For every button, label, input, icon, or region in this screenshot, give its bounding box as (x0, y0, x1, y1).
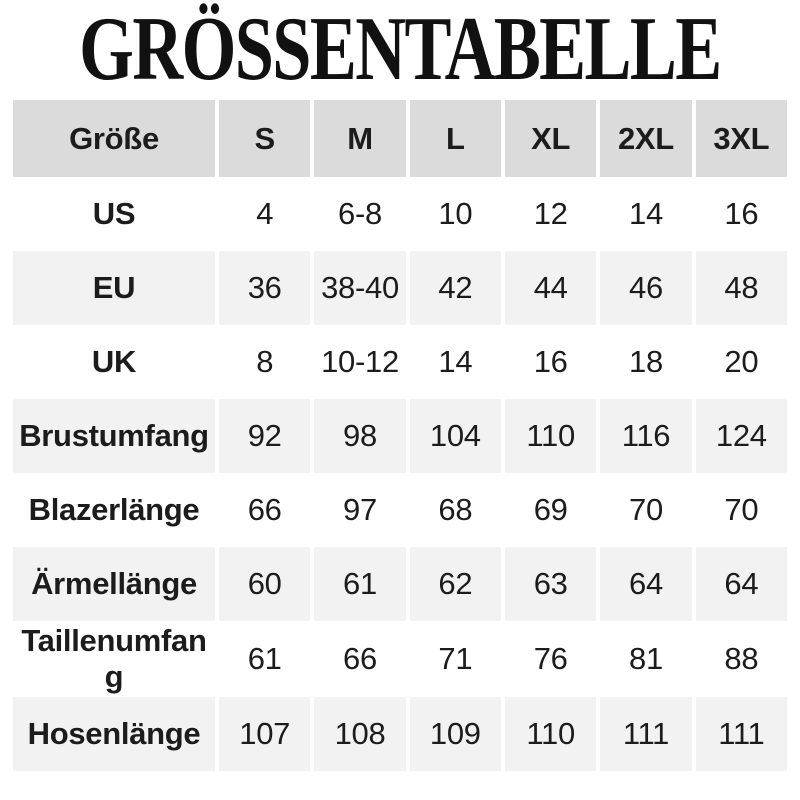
row-label: EU (13, 251, 215, 325)
column-header-s: S (215, 100, 310, 177)
row-label: Hosenlänge (13, 697, 215, 771)
size-value: 8 (215, 325, 310, 399)
size-value: 6-8 (310, 177, 405, 251)
page-title: GRÖSSENTABELLE (79, 0, 721, 100)
size-value: 46 (596, 251, 691, 325)
size-value: 63 (501, 547, 596, 621)
size-value: 36 (215, 251, 310, 325)
size-value: 4 (215, 177, 310, 251)
size-value: 64 (692, 547, 787, 621)
size-table (13, 100, 787, 771)
size-value: 68 (406, 473, 501, 547)
size-value: 116 (596, 399, 691, 473)
size-value: 12 (501, 177, 596, 251)
size-value: 97 (310, 473, 405, 547)
size-value: 18 (596, 325, 691, 399)
size-value: 92 (215, 399, 310, 473)
row-label: Taillenumfang (21, 623, 207, 694)
column-header-xl: XL (501, 100, 596, 177)
size-value: 69 (501, 473, 596, 547)
column-header-l: L (406, 100, 501, 177)
size-value: 16 (501, 325, 596, 399)
size-value: 64 (596, 547, 691, 621)
size-value: 107 (215, 697, 310, 771)
table-row-eu (13, 251, 787, 325)
table-row-blazerlaenge (13, 473, 787, 547)
column-header-2xl: 2XL (596, 100, 691, 177)
size-value: 14 (406, 325, 501, 399)
size-value: 61 (310, 547, 405, 621)
row-label: Blazerlänge (28, 492, 200, 528)
size-value: 108 (310, 697, 405, 771)
row-label: Brustumfang (13, 399, 215, 473)
size-value: 71 (406, 621, 501, 697)
size-value: 60 (215, 547, 310, 621)
size-value: 16 (692, 177, 787, 251)
size-value: 109 (406, 697, 501, 771)
size-value: 110 (501, 399, 596, 473)
size-value: 111 (596, 697, 691, 771)
table-row-us (13, 177, 787, 251)
table-row-aermellaenge (13, 547, 787, 621)
size-value: 20 (692, 325, 787, 399)
size-value: 70 (596, 473, 691, 547)
title-area (0, 0, 800, 100)
size-value: 111 (692, 697, 787, 771)
size-value: 110 (501, 697, 596, 771)
row-label: UK (91, 344, 137, 380)
table-row-hosenlaenge (13, 697, 787, 771)
header-row (13, 100, 787, 177)
size-value: 48 (692, 251, 787, 325)
size-value: 61 (215, 621, 310, 697)
size-value: 62 (406, 547, 501, 621)
size-value: 38-40 (310, 251, 405, 325)
row-label: Ärmellänge (13, 547, 215, 621)
size-value: 42 (406, 251, 501, 325)
column-header-groesse: Größe (13, 100, 215, 177)
size-value: 124 (692, 399, 787, 473)
table-row-brustumfang (13, 399, 787, 473)
size-value: 10 (406, 177, 501, 251)
size-value: 98 (310, 399, 405, 473)
table-row-taillenumfang (13, 621, 787, 697)
row-label: US (92, 196, 136, 232)
column-header-m: M (310, 100, 405, 177)
size-value: 104 (406, 399, 501, 473)
column-header-3xl: 3XL (692, 100, 787, 177)
table-row-uk (13, 325, 787, 399)
size-value: 88 (692, 621, 787, 697)
size-value: 10-12 (310, 325, 405, 399)
size-value: 66 (310, 621, 405, 697)
size-value: 81 (596, 621, 691, 697)
size-value: 70 (692, 473, 787, 547)
size-value: 66 (215, 473, 310, 547)
size-value: 76 (501, 621, 596, 697)
size-value: 44 (501, 251, 596, 325)
size-value: 14 (596, 177, 691, 251)
